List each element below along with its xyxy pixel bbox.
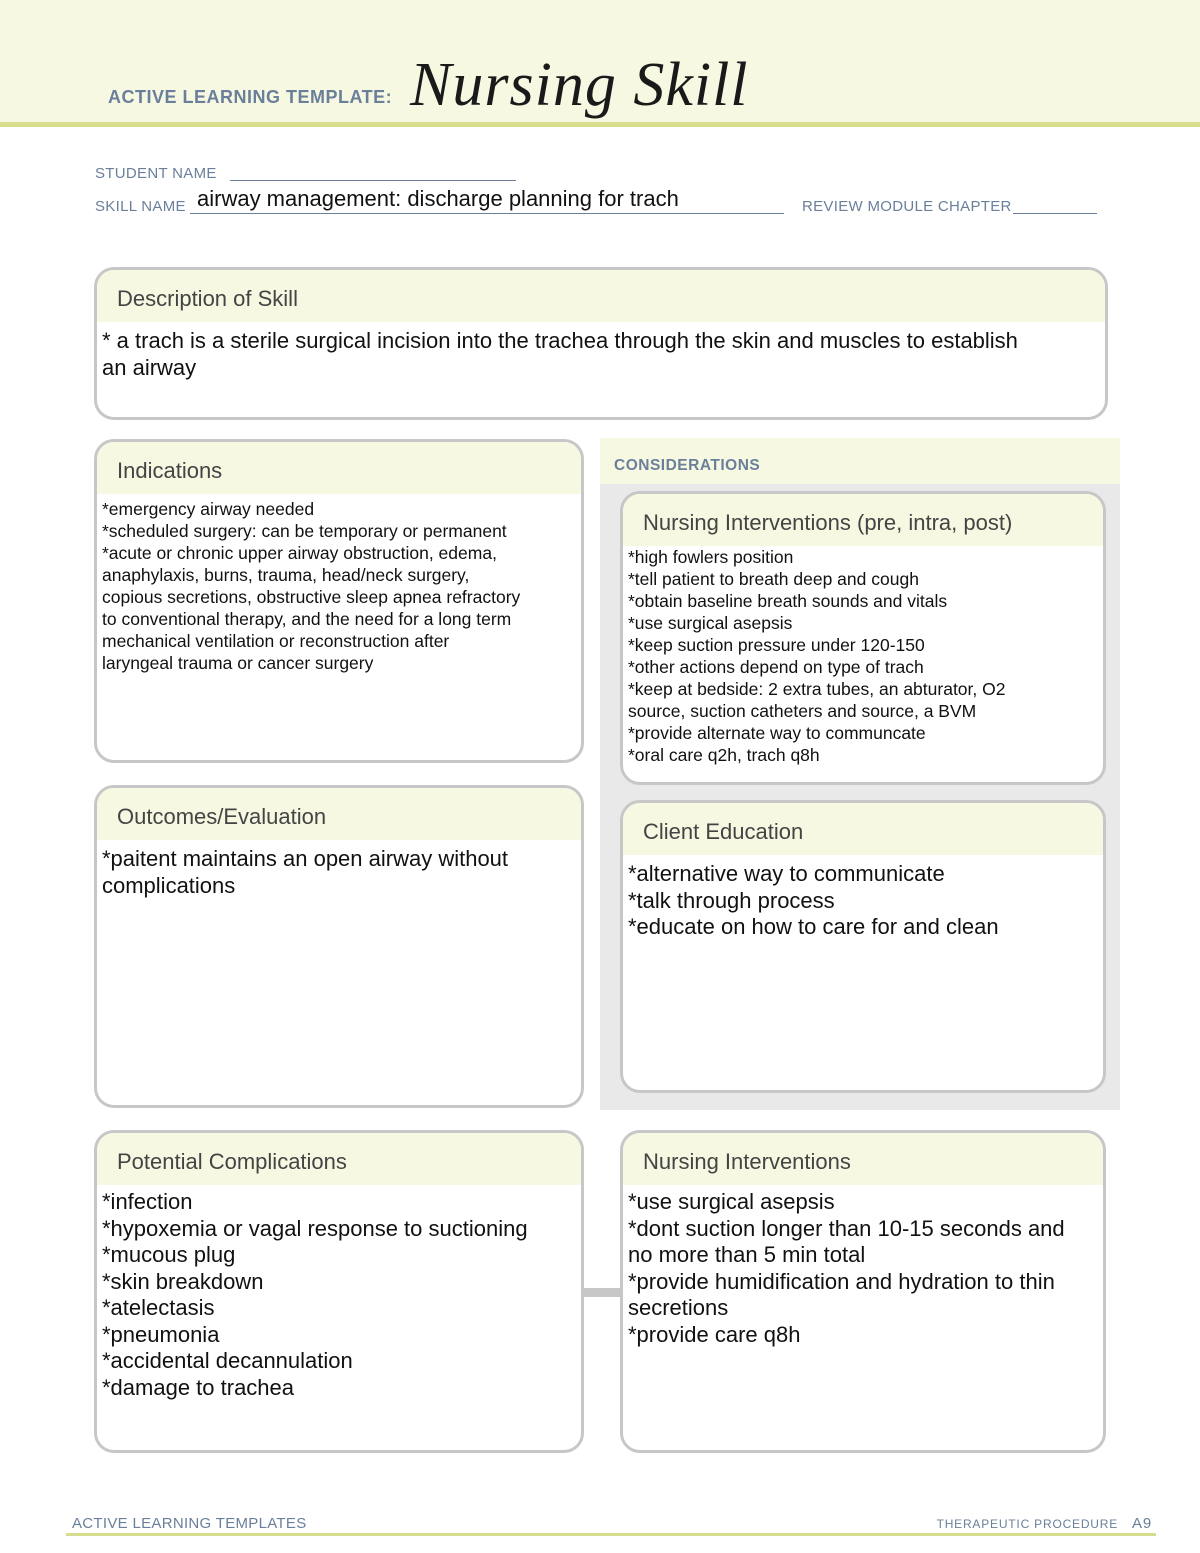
- footer-rule: [66, 1533, 1156, 1536]
- complication-interventions-box: [620, 1130, 1106, 1453]
- description-body[interactable]: [97, 322, 1105, 381]
- indications-line: to conventional therapy, and the need for a long term: [102, 609, 512, 629]
- header-rule: [0, 122, 1200, 127]
- nursing-interventions-line: *oral care q2h, trach q8h: [628, 745, 820, 765]
- complications-body[interactable]: [97, 1185, 581, 1401]
- complication-interventions-line: *use surgical asepsis: [628, 1189, 835, 1214]
- complications-box: [94, 1130, 584, 1453]
- nursing-interventions-line: *provide alternate way to communcate: [628, 723, 926, 743]
- nursing-interventions-line: *keep suction pressure under 120-150: [628, 635, 925, 655]
- nursing-interventions-line: *tell patient to breath deep and cough: [628, 569, 919, 589]
- nursing-interventions-body[interactable]: [623, 546, 1103, 766]
- description-line: an airway: [102, 354, 197, 380]
- nursing-interventions-line: *other actions depend on type of trach: [628, 657, 924, 677]
- footer-right: [937, 1515, 1152, 1532]
- complications-line: *mucous plug: [102, 1242, 236, 1267]
- client-education-box: [620, 800, 1106, 1093]
- nursing-interventions-line: *keep at bedside: 2 extra tubes, an abturator, O2: [628, 679, 1006, 699]
- student-name-field[interactable]: [230, 180, 516, 181]
- complication-interventions-line: *provide care q8h: [628, 1321, 801, 1347]
- nursing-interventions-line: *obtain baseline breath sounds and vitals: [628, 591, 948, 611]
- template-prefix: ACTIVE LEARNING TEMPLATE:: [108, 87, 393, 107]
- nursing-interventions-line: *high fowlers position: [628, 547, 794, 567]
- complications-title: Potential Complications: [97, 1133, 581, 1185]
- complication-interventions-line: no more than 5 min total: [628, 1242, 866, 1267]
- complications-line: *atelectasis: [102, 1295, 215, 1320]
- student-name-label: STUDENT NAME: [95, 165, 217, 182]
- review-module-field[interactable]: [1013, 213, 1097, 214]
- outcomes-body[interactable]: [97, 840, 581, 899]
- skill-name-field[interactable]: [190, 213, 784, 214]
- indications-body[interactable]: [97, 494, 581, 674]
- nursing-interventions-line: *use surgical asepsis: [628, 613, 793, 633]
- complication-interventions-body[interactable]: [623, 1185, 1103, 1348]
- client-education-line: *educate on how to care for and clean: [628, 914, 999, 939]
- indications-line: laryngeal trauma or cancer surgery: [102, 653, 374, 673]
- nursing-interventions-box: [620, 491, 1106, 785]
- indications-line: *emergency airway needed: [102, 499, 315, 519]
- indications-line: copious secretions, obstructive sleep apnea refractory: [102, 587, 521, 607]
- indications-line: *acute or chronic upper airway obstruction, edema,: [102, 543, 497, 563]
- description-line: * a trach is a sterile surgical incision into the trachea through the skin and muscles to establish: [102, 328, 1018, 353]
- outcomes-title: Outcomes/Evaluation: [97, 788, 581, 840]
- description-box: [94, 267, 1108, 420]
- nursing-interventions-line: source, suction catheters and source, a BVM: [628, 701, 977, 721]
- footer-right-label: THERAPEUTIC PROCEDURE: [936, 1517, 1119, 1531]
- page-number: A9: [1132, 1515, 1152, 1532]
- review-module-label: REVIEW MODULE CHAPTER: [802, 198, 1012, 215]
- indications-line: anaphylaxis, burns, trauma, head/neck surgery,: [102, 565, 470, 585]
- complication-interventions-line: *provide humidification and hydration to thin: [628, 1268, 1055, 1294]
- skill-name-label: SKILL NAME: [95, 198, 186, 215]
- outcomes-box: [94, 785, 584, 1108]
- page-title: Nursing Skill: [410, 51, 749, 119]
- skill-name-value: airway management: discharge planning for trach: [197, 186, 679, 211]
- description-title: Description of Skill: [97, 270, 1105, 322]
- outcomes-line: *paitent maintains an open airway without: [102, 846, 509, 871]
- considerations-label: CONSIDERATIONS: [614, 457, 761, 474]
- box-connector: [582, 1288, 620, 1297]
- complications-line: *damage to trachea: [102, 1374, 295, 1400]
- nursing-interventions-title: Nursing Interventions (pre, intra, post): [623, 494, 1103, 546]
- complications-line: *skin breakdown: [102, 1268, 264, 1294]
- client-education-line: *talk through process: [628, 887, 835, 913]
- indications-title: Indications: [97, 442, 581, 494]
- indications-box: [94, 439, 584, 763]
- complications-line: *accidental decannulation: [102, 1348, 353, 1373]
- outcomes-line: complications: [102, 872, 236, 898]
- footer-left-label: ACTIVE LEARNING TEMPLATES: [72, 1515, 307, 1532]
- complications-line: *infection: [102, 1189, 193, 1214]
- complication-interventions-line: secretions: [628, 1295, 729, 1320]
- complication-interventions-line: *dont suction longer than 10-15 seconds and: [628, 1215, 1065, 1241]
- client-education-body[interactable]: [623, 855, 1103, 941]
- complications-line: *pneumonia: [102, 1321, 220, 1347]
- complications-line: *hypoxemia or vagal response to suctioning: [102, 1215, 528, 1241]
- complication-interventions-title: Nursing Interventions: [623, 1133, 1103, 1185]
- indications-line: *scheduled surgery: can be temporary or permanent: [102, 521, 507, 541]
- client-education-title: Client Education: [623, 803, 1103, 855]
- indications-line: mechanical ventilation or reconstruction after: [102, 631, 450, 651]
- client-education-line: *alternative way to communicate: [628, 861, 945, 886]
